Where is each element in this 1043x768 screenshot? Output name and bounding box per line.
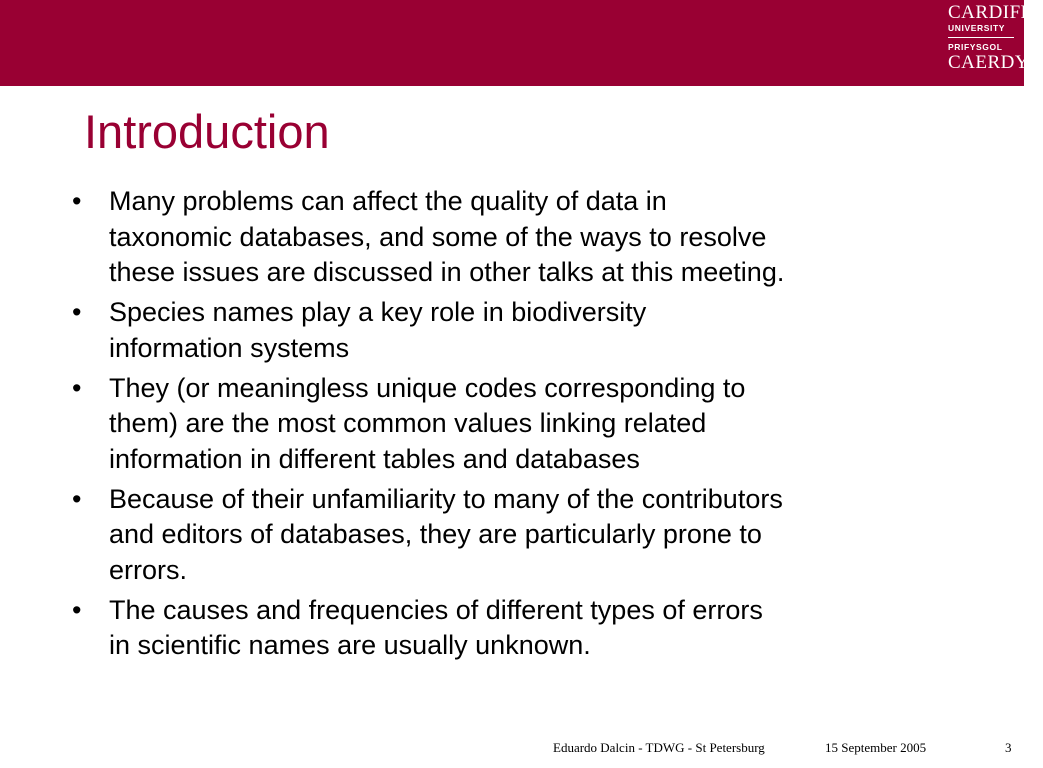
bullet-text-line: and editors of databases, they are particularly prone to — [109, 519, 762, 549]
bullet-text-line: taxonomic databases, and some of the ways to resolve — [109, 221, 767, 252]
bullet-text-line: them) are the most common values linking related — [109, 408, 707, 438]
university-logo — [942, 0, 1043, 82]
bullet-item — [72, 593, 992, 664]
bullet-text-line: these issues are discussed in other talks at this meeting. — [109, 257, 785, 287]
bullet-text-line: Many problems can affect the quality of data in — [109, 186, 667, 216]
footer-date: 15 September 2005 — [825, 740, 927, 755]
bullet-marker: • — [72, 297, 82, 327]
logo-text-cardiff: CARDIFF — [948, 2, 1032, 23]
bullet-text-line: information in different tables and databases — [109, 443, 640, 474]
bullet-text-line: They (or meaningless unique codes corresponding to — [109, 372, 746, 403]
logo-text-prifysgol: PRIFYSGOL — [948, 42, 1003, 52]
bullet-list — [72, 184, 992, 668]
bullet-marker: • — [72, 483, 82, 514]
logo-text-caerdydd: CAERDYD — [948, 52, 1043, 73]
logo-text-university: UNIVERSITY — [948, 23, 1006, 33]
bullet-item — [72, 295, 992, 366]
bullet-item — [72, 482, 992, 589]
bullet-marker: • — [72, 186, 82, 216]
bullet-text-line: information systems — [109, 332, 350, 363]
slide-title: Introduction — [84, 105, 330, 158]
bullet-text-line: errors. — [109, 554, 188, 585]
bullet-text-line: Species names play a key role in biodiversity — [109, 297, 647, 327]
bullet-item — [72, 184, 992, 291]
page-number: 3 — [1005, 740, 1012, 755]
bullet-text-line: in scientific names are usually unknown. — [109, 630, 591, 660]
bullet-text-line: Because of their unfamiliarity to many of the contributors — [109, 483, 783, 514]
bullet-text-line: The causes and frequencies of different types of errors — [109, 594, 763, 625]
bullet-marker: • — [72, 594, 82, 625]
header-band — [0, 0, 1043, 86]
bullet-item — [72, 371, 992, 478]
bullet-marker: • — [72, 372, 82, 403]
logo-divider — [948, 37, 1014, 38]
footer-author: Eduardo Dalcin - TDWG - St Petersburg — [553, 740, 765, 755]
